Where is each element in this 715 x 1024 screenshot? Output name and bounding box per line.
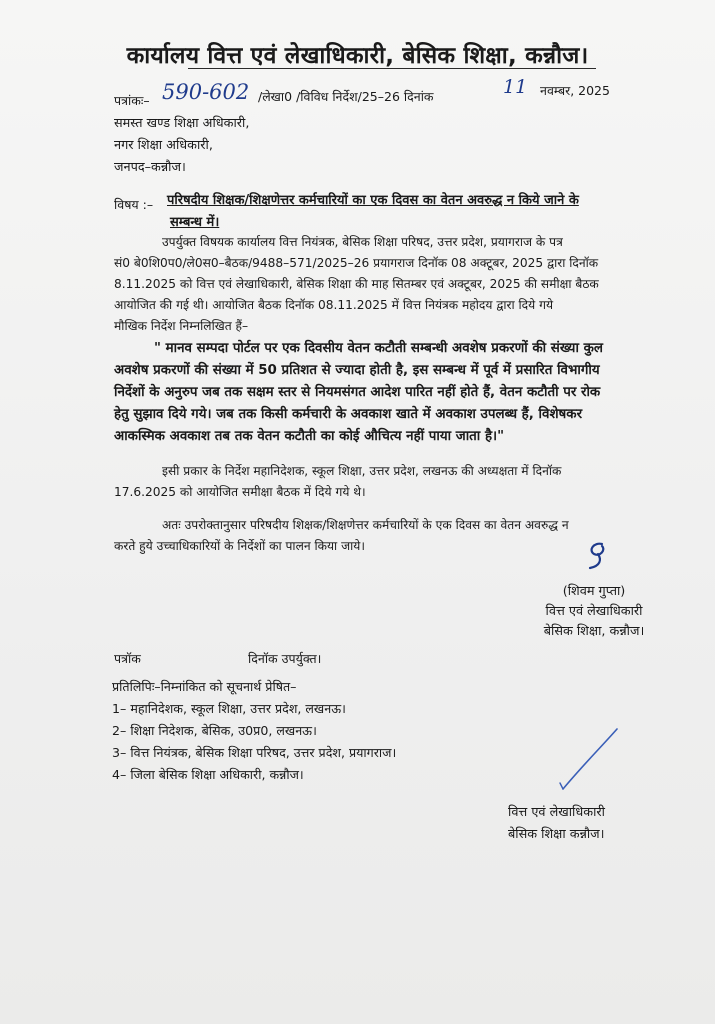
paragraph-line: इसी प्रकार के निर्देश महानिदेशक, स्कूल शिक्षा, उत्तर प्रदेश, लखनऊ की अध्यक्षता में दिनॉक [162, 464, 562, 478]
paragraph-line: 17.6.2025 को आयोजित समीक्षा बैठक में दिये गये थे। [114, 484, 366, 499]
copy-to-item: 2– शिक्षा निदेशक, बेसिक, उ0प्र0, लखनऊ। [112, 723, 317, 738]
quote-line: निर्देशों के अनुरुप जब तक सक्षम स्तर से नियमसंगत आदेश पारित नहीं होते हैं, वेतन कटौती पर रोक [114, 385, 601, 401]
quote-line: हेतु सुझाव दिये गये। जब तक किसी कर्मचारी के अवकाश खाते में अवकाश उपलब्ध हैं, विशेषकर [114, 407, 583, 423]
title-underline [188, 68, 596, 69]
quote-line: आकस्मिक अवकाश तब तक वेतन कटौती का कोई औचित्य नहीं पाया जाता है।" [114, 429, 505, 445]
quoted-directive [114, 338, 666, 449]
copy-to-heading: प्रतिलिपिः–निम्नांकित को सूचनार्थ प्रेषित– [112, 679, 297, 694]
signature-block-2 [508, 802, 605, 846]
footer-ref-label: पत्रॉक [114, 651, 141, 666]
recipient-line: जनपद–कन्नौज। [114, 160, 186, 175]
subject-line-1: परिषदीय शिक्षक/शिक्षणेत्तर कर्मचारियों का एक दिवस का वेतन अवरुद्ध न किये जाने के [167, 193, 579, 208]
office-title: कार्यालय वित्त एवं लेखाधिकारी, बेसिक शिक्षा, कन्नौज। [126, 43, 589, 69]
paragraph-1 [114, 232, 662, 337]
subject-line-2: सम्बन्ध में। [170, 215, 220, 230]
signatory-office: बेसिक शिक्षा कन्नौज। [508, 827, 605, 842]
recipient-line: समस्त खण्ड शिक्षा अधिकारी, [114, 116, 250, 131]
ref-prefix: पत्रांकः– [114, 93, 150, 108]
recipient-block [114, 113, 249, 179]
signature-mark [580, 538, 616, 574]
ref-suffix: नवम्बर, 2025 [540, 83, 610, 98]
copy-to-item: 3– वित्त नियंत्रक, बेसिक शिक्षा परिषद, उत्तर प्रदेश, प्रयागराज। [112, 745, 397, 760]
signatory-office: बेसिक शिक्षा, कन्नौज। [543, 624, 645, 639]
paragraph-line: मौखिक निर्देश निम्नलिखित हैं– [114, 318, 249, 333]
ref-handwritten-day: 11 [503, 76, 528, 98]
copy-to-block [112, 676, 396, 786]
paragraph-line: सं0 बे0शि0प0/ले0स0–बैठक/9488–571/2025–26 प्रयागराज दिनॉक 08 अक्टूबर, 2025 द्वारा दिनॉक [114, 255, 599, 270]
paragraph-line: उपर्युक्त विषयक कार्यालय वित्त नियंत्रक, बेसिक शिक्षा परिषद, उत्तर प्रदेश, प्रयागराज के पत्र [162, 235, 563, 249]
signatory-name: (शिवम गुप्ता) [562, 584, 626, 599]
paragraph-line: अतः उपरोक्तानुसार परिषदीय शिक्षक/शिक्षणेत्तर कर्मचारियों के एक दिवस का वेतन अवरुद्ध न [162, 518, 569, 532]
recipient-line: नगर शिक्षा अधिकारी, [114, 138, 213, 153]
ref-handwritten-number: 590-602 [162, 80, 250, 104]
subject-label: विषय :– [114, 197, 154, 212]
signature-block-1 [524, 582, 664, 642]
signatory-designation: वित्त एवं लेखाधिकारी [508, 805, 605, 820]
paragraph-line: आयोजित की गई थी। आयोजित बैठक दिनॉक 08.11.2025 में वित्त नियंत्रक महोदय द्वारा दिये गये [114, 297, 554, 312]
footer-ref-date: दिनॉक उपर्युक्त। [248, 651, 322, 666]
signatory-designation: वित्त एवं लेखाधिकारी [545, 604, 643, 619]
paragraph-line: करते हुये उच्चाधिकारियों के निर्देशों का पालन किया जाये। [114, 538, 365, 553]
quote-line: अवशेष प्रकरणों की संख्या में 50 प्रतिशत से ज्यादा होती है, इस सम्बन्ध में पूर्व में प्रसारित विभागीय [114, 363, 600, 379]
copy-to-item: 1– महानिदेशक, स्कूल शिक्षा, उत्तर प्रदेश, लखनऊ। [112, 701, 346, 716]
paragraph-line: 8.11.2025 को वित्त एवं लेखाधिकारी, बेसिक शिक्षा की माह सितम्बर एवं अक्टूबर, 2025 की समीक्षा बैठक [114, 276, 599, 291]
copy-to-item: 4– जिला बेसिक शिक्षा अधिकारी, कन्नौज। [112, 767, 304, 782]
ref-middle: /लेखा0 /विविध निर्देश/25–26 दिनांक [258, 89, 434, 104]
quote-line: " मानव सम्पदा पोर्टल पर एक दिवसीय वेतन कटौती सम्बन्धी अवशेष प्रकरणों की संख्या कुल [154, 341, 603, 356]
signature-stroke [555, 725, 625, 795]
paragraph-2 [114, 461, 662, 503]
